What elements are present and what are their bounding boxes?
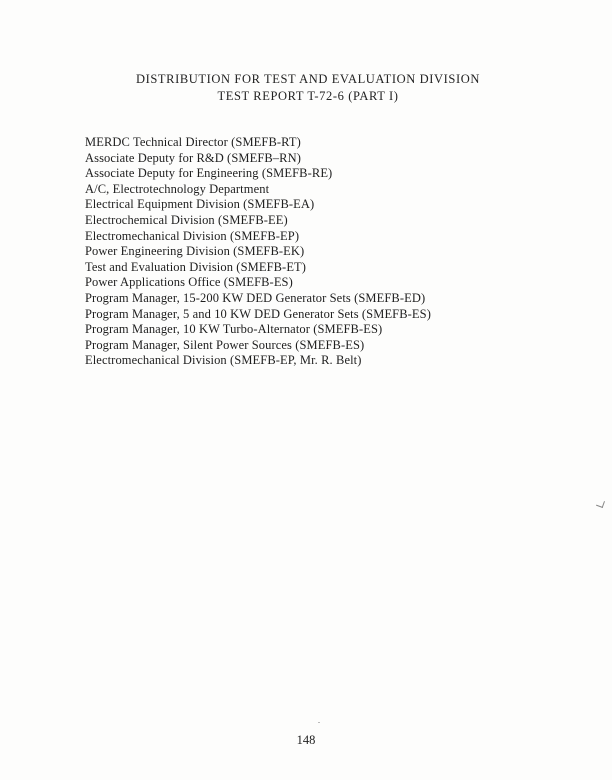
list-item: Power Engineering Division (SMEFB-EK) xyxy=(85,244,305,259)
list-item: Program Manager, 5 and 10 KW DED Generator Sets (SMEFB-ES) xyxy=(85,306,431,321)
list-item: Program Manager, 15-200 KW DED Generator Sets (SMEFB-ED) xyxy=(85,290,426,305)
list-item: Test and Evaluation Division (SMEFB-ET) xyxy=(85,259,307,274)
heading-line-2: TEST REPORT T-72-6 (PART I) xyxy=(217,89,399,103)
list-item: Electrical Equipment Division (SMEFB-EA) xyxy=(85,197,315,212)
distribution-list xyxy=(85,135,545,369)
list-item: Associate Deputy for Engineering (SMEFB-RE) xyxy=(85,166,333,181)
list-item: A/C, Electrotechnology Department xyxy=(85,181,270,196)
list-item: Power Applications Office (SMEFB-ES) xyxy=(85,275,293,290)
list-item: MERDC Technical Director (SMEFB-RT) xyxy=(85,135,301,149)
list-item: Electrochemical Division (SMEFB-EE) xyxy=(85,212,288,227)
page-number: 148 xyxy=(296,733,316,747)
distribution-heading xyxy=(0,71,612,105)
heading-line-1: DISTRIBUTION FOR TEST AND EVALUATION DIVISION xyxy=(135,72,481,86)
list-item: Electromechanical Division (SMEFB-EP, Mr. R. Belt) xyxy=(85,353,362,368)
scan-speck xyxy=(318,722,320,723)
list-item: Associate Deputy for R&D (SMEFB–RN) xyxy=(85,150,301,165)
scan-mark xyxy=(596,499,605,508)
list-item: Electromechanical Division (SMEFB-EP) xyxy=(85,228,300,243)
list-item: Program Manager, 10 KW Turbo-Alternator (SMEFB-ES) xyxy=(85,322,383,337)
list-item: Program Manager, Silent Power Sources (SMEFB-ES) xyxy=(85,337,365,352)
